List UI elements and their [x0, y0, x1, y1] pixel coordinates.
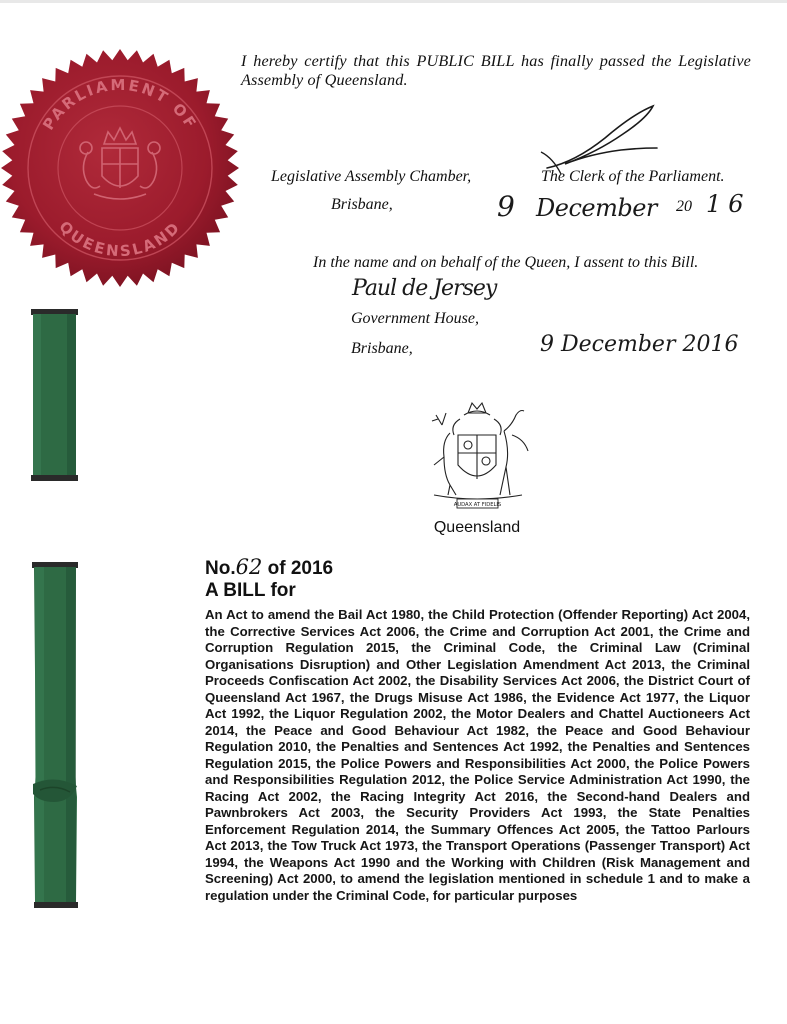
svg-text:QUEENSLAND: QUEENSLAND [55, 217, 185, 261]
bill-year: of 2016 [267, 558, 334, 579]
clerk-title: The Clerk of the Parliament. [541, 168, 725, 185]
bill-number-prefix: No. [205, 558, 236, 579]
city-label-1: Brisbane, [331, 196, 393, 213]
handwritten-bill-number: 62 [235, 555, 263, 579]
city-label-2: Brisbane, [351, 340, 413, 357]
handwritten-assent-date: 9 December 2016 [540, 332, 739, 357]
bill-long-title: An Act to amend the Bail Act 1980, the Child Protection (Offender Reporting) Act 2004, the Corrective Services Act 2006, the Crime and Corruption Act 2001, the Crime and Corruption Regulation 2015, the Criminal Code, the Criminal Law (Criminal Organisations Disruption) and Other Legislation Amendment Act 2013, the Criminal Proceeds Confiscation Act 2002, the Disability Services Act 2006, the District Court of Queensland Act 1967, the Drugs Misuse Act 1986, the Evidence Act 1977, the Liquor Act 1992, the Liquor Regulation 2002, the Motor Dealers and Chattel Auctioneers Act 2014, the Peace and Good Behaviour Act 1982, the Peace and Good Behaviour Regulation 2010, the Penalties and Sentences Act 1992, the Penalties and Sentences Regulation 2015, the Police Powers and Responsibilities Act 2000, the Police Powers and Responsibilities Regulation 2012, the Police Service Administration Act 1990, the Racing Act 2002, the Racing Integrity Act 2016, the Second-hand Dealers and Pawnbrokers Act 2003, the Security Providers Act 1993, the State Penalties Enforcement Regulation 2014, the Summary Offences Act 2005, the Tattoo Parlours Act 2013, the Tow Truck Act 1973, the Transport Operations (Passenger Transport) Act 1994, the Weapons Act 1990 and the Working with Children (Risk Management and Screening) Act 2000, to amend the legislation mentioned in schedule 1 and to make a regulation under the Criminal Code, for particular purposes [205, 607, 750, 903]
handwritten-year-suffix: 16 [706, 190, 751, 218]
scan-edge [0, 0, 787, 3]
bill-heading: A BILL for [205, 580, 296, 601]
parliament-wax-seal [0, 48, 240, 288]
arms-motto: AUDAX AT FIDELIS [453, 502, 502, 508]
government-house-label: Government House, [351, 310, 479, 327]
queensland-coat-of-arms [420, 395, 535, 513]
bill-number [205, 555, 333, 580]
green-ribbon-upper [31, 309, 78, 481]
svg-text:PARLIAMENT OF: PARLIAMENT OF [39, 75, 201, 134]
year-prefix: 20 [676, 198, 692, 215]
handwritten-day-1: 9 [497, 190, 515, 223]
green-ribbon-lower [30, 562, 80, 908]
handwritten-month-1: December [536, 194, 657, 222]
chamber-label: Legislative Assembly Chamber, [271, 168, 472, 185]
assent-text: In the name and on behalf of the Queen, I assent to this Bill. [313, 254, 699, 271]
passage-certificate-text: I hereby certify that this PUBLIC BILL has finally passed the Legislative Assembly of Queensland. [241, 52, 751, 89]
governor-signature: Paul de Jersey [352, 276, 497, 301]
clerk-signature [535, 104, 665, 176]
state-name: Queensland [433, 519, 521, 536]
